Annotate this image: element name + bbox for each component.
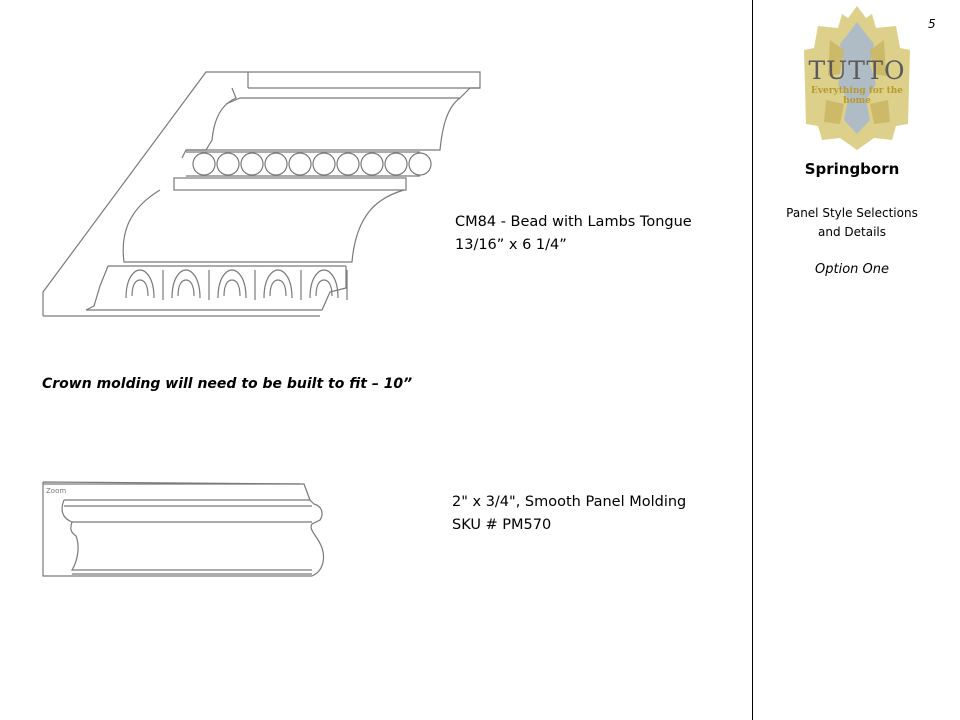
lambs-tongue-ornament — [172, 270, 200, 298]
bead-ornament — [289, 153, 311, 175]
lambs-tongue-inner — [132, 280, 148, 296]
logo-tagline: Everything for the home — [810, 86, 904, 106]
page-number: 5 — [928, 17, 936, 31]
lambs-tongue-ornament — [126, 270, 154, 298]
zoom-label: Zoom — [46, 487, 67, 495]
bead-ornament — [409, 153, 431, 175]
crown-molding-drawing — [43, 72, 480, 316]
crown-molding-name: CM84 - Bead with Lambs Tongue — [455, 214, 692, 230]
bead-ornament — [313, 153, 335, 175]
lambs-tongue-ornament — [264, 270, 292, 298]
panel-molding-description — [452, 491, 686, 537]
vertical-divider — [752, 0, 753, 720]
bead-ornament — [217, 153, 239, 175]
lambs-tongue-inner — [224, 280, 240, 296]
sidebar-subtitle-line: and Details — [818, 225, 886, 239]
crown-molding-size: 13/16” x 6 1/4” — [455, 237, 567, 253]
bead-ornament — [241, 153, 263, 175]
sidebar-subtitle-line: Panel Style Selections — [786, 206, 918, 220]
lambs-tongue-inner — [270, 280, 286, 296]
panel-molding-name: 2" x 3/4", Smooth Panel Molding — [452, 494, 687, 510]
crown-fit-note: Crown molding will need to be built to fit – 10” — [42, 376, 413, 392]
lambs-tongue-ornament — [218, 270, 246, 298]
bead-ornament — [193, 153, 215, 175]
bead-ornament — [385, 153, 407, 175]
sidebar-title: Springborn — [804, 160, 900, 178]
crown-molding-description — [455, 211, 692, 257]
logo-wordmark: TUTTO — [808, 56, 906, 85]
lambs-tongue-ornament — [310, 270, 338, 298]
bead-ornament — [265, 153, 287, 175]
panel-molding-sku: SKU # PM570 — [452, 517, 552, 533]
lambs-tongue-inner — [178, 280, 194, 296]
sidebar-subtitle — [760, 204, 944, 242]
panel-molding-drawing — [43, 482, 324, 576]
bead-ornament — [337, 153, 359, 175]
sidebar-option: Option One — [815, 262, 889, 277]
tutto-logo — [800, 4, 914, 150]
bead-ornament — [361, 153, 383, 175]
